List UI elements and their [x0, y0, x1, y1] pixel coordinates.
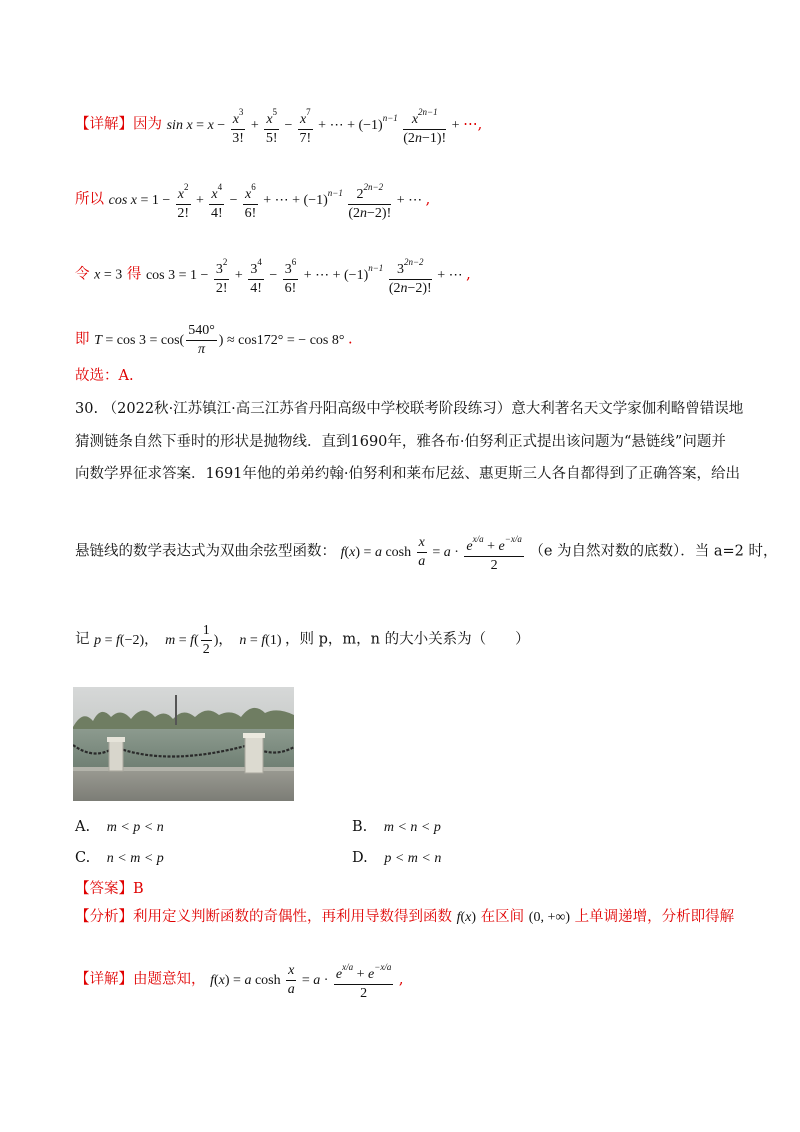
detail-line-cos3: 令 x = 3 得 cos 3 = 1 − $\frac{3^2}{2!}$ + $\frac{3^4}{4!}$ − $\frac{3^6}{6!}$ + ⋯ + $(-1)^{n-1}$ $\frac{3^{2n-2}}{(2n-2)!}$ + ⋯ , — [75, 253, 740, 298]
sin-series: sin x = x − $\frac{x^3}{3!}$ + $\frac{x^5}{5!}$ − $\frac{x^7}{7!}$ + ⋯ + $(-1)^{n-1}$ $\frac{x^{2n-1}}{(2n-1)!}$ + — [167, 118, 463, 133]
namely-label: 即 — [75, 331, 90, 348]
option-c[interactable]: C. n < m < p — [75, 850, 164, 866]
option-b[interactable]: B. m < n < p — [352, 819, 441, 835]
cos-series: cos x = 1 − $\frac{x^2}{2!}$ + $\frac{x^4}{4!}$ − $\frac{x^6}{6!}$ + ⋯ + $(-1)^{n-1}$ $\frac{2^{2n-2}}{(2n-2)!}$ + ⋯ — [109, 193, 426, 208]
q30-line1: 30. （2022秋·江苏镇江·高三江苏省丹阳高级中学校联考阶段练习）意大利著名天文学家伽利略曾错误地 — [75, 401, 744, 417]
q30-number: 30. — [75, 401, 99, 417]
get-label: 得 — [126, 266, 142, 283]
detail-tag: 【详解】因为 — [75, 116, 162, 133]
so-label: 所以 — [75, 191, 104, 208]
option-d[interactable]: D. p < m < n — [352, 850, 442, 866]
detail-line-cos: 所以 cos x = 1 − $\frac{x^2}{2!}$ + $\frac{x^4}{4!}$ − $\frac{x^6}{6!}$ + ⋯ + $(-1)^{n-1}$ $\frac{2^{2n-2}}{(2n-2)!}$ + ⋯ , — [75, 178, 740, 223]
answer-line — [75, 878, 740, 900]
detail-line-sin: 【详解】因为 sin x = x − $\frac{x^3}{3!}$ + $\frac{x^5}{5!}$ − $\frac{x^7}{7!}$ + ⋯ + $(-1)^{n-1}$ $\frac{x^{2n-1}}{(2n-1)!}$ + ⋯, — [75, 103, 740, 148]
let-label: 令 — [75, 266, 90, 283]
analysis-line: 【分析】利用定义判断函数的奇偶性，再利用导数得到函数 f(x) 在区间 (0, +∞) 上单调递增，分析即得解 — [75, 909, 735, 925]
answer-value: B — [133, 881, 144, 897]
q30-line4: 悬链线的数学表达式为双曲余弦型函数： f(x) = a cosh $\frac{x}{a}$ = a · $\frac{e^{x/a} + e^{-x/a}}{2}$ （e 为自然对数的底数）．当 a=2 时， — [75, 530, 740, 575]
analysis-tag: 【分析】 — [75, 909, 133, 925]
q30-line3: 向数学界征求答案．1691年他的弟弟约翰·伯努利和莱布尼兹、惠更斯三人各自都得到了正确答案，给出 — [75, 466, 741, 482]
detail2-line: 【详解】由题意知， f(x) = a cosh $\frac{x}{a}$ = a · $\frac{e^{x/a} + e^{-x/a}}{2}$ , — [75, 958, 740, 1003]
photo-svg — [73, 687, 294, 801]
T-expression: T = cos 3 = cos( $\frac{540^\circ}{\pi}$ ) ≈ cos172° = − cos 8° — [94, 323, 348, 357]
detail2-tag: 【详解】 — [75, 971, 133, 988]
q30-line2: 猜测链条自然下垂时的形状是抛物线．直到1690年，雅各布·伯努利正式提出该问题为“悬链线”问题并 — [75, 434, 726, 450]
detail-line-T: 即 T = cos 3 = cos( $\frac{540^\circ}{\pi}$ ) ≈ cos172° = − cos 8° . — [75, 323, 353, 357]
catenary-formula: f(x) = a cosh $\frac{x}{a}$ = a · $\frac{e^{x/a} + e^{-x/a}}{2}$ — [341, 545, 530, 560]
chain-fence-photo — [73, 687, 294, 801]
option-a[interactable]: A. m < p < n — [75, 819, 164, 835]
detail2-formula: f(x) = a cosh $\frac{x}{a}$ = a · $\frac{e^{x/a} + e^{-x/a}}{2}$ — [210, 973, 399, 988]
q30-line5: 记 p = f(−2)， m = f( $\frac{1}{2}$ )， n = f(1) ，则 p，m，n 的大小关系为（ ） — [75, 623, 530, 657]
answer-tag: 【答案】 — [75, 881, 133, 897]
cos3-series: cos 3 = 1 − $\frac{3^2}{2!}$ + $\frac{3^4}{4!}$ − $\frac{3^6}{6!}$ + ⋯ + $(-1)^{n-1}$ $\frac{3^{2n-2}}{(2n-2)!}$ + ⋯ — [146, 268, 466, 283]
choice-line: 故选：A. — [75, 368, 134, 384]
